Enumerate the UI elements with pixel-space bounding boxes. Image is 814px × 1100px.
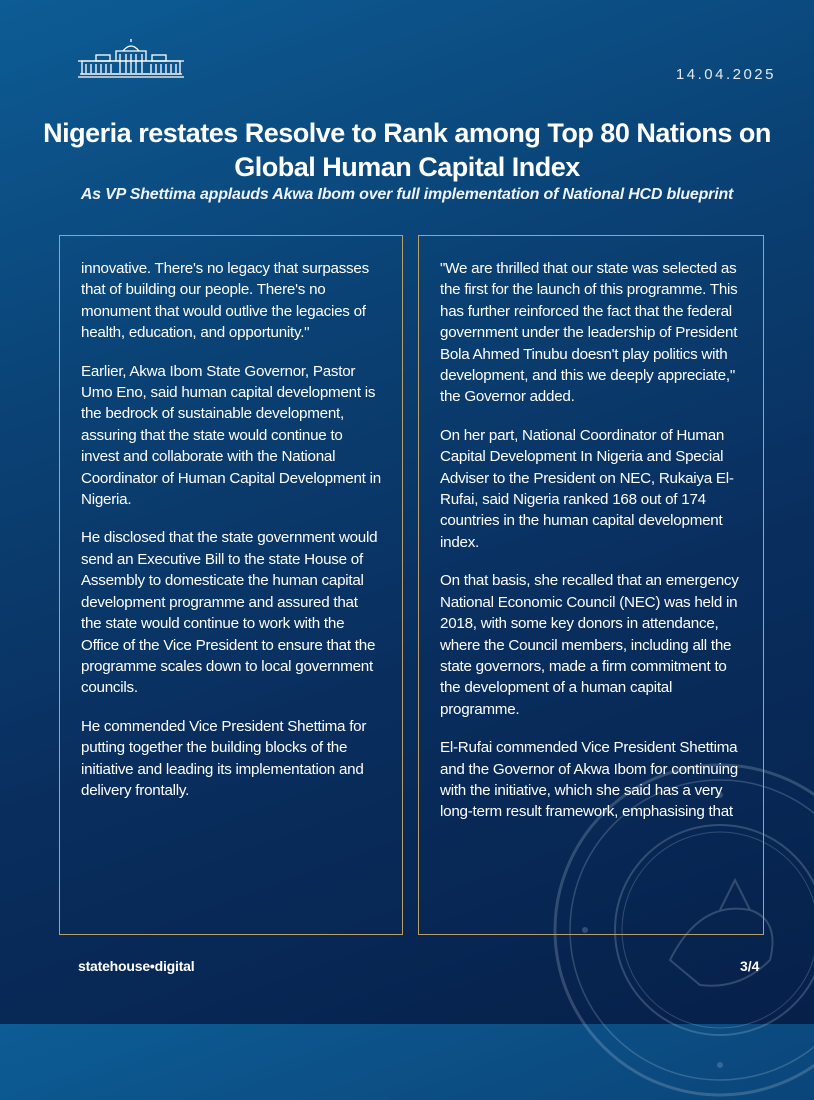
- article-column-left: [59, 235, 403, 935]
- page-indicator: 3/4: [740, 958, 760, 974]
- article-column-right: [418, 235, 764, 935]
- paragraph: He disclosed that the state government would send an Executive Bill to the state House of Assembly to domesticate the human capital development programme and assured that the state would continue to work with the Office of the Vice President to ensure that the programme scales down to local government councils.: [81, 529, 378, 697]
- publish-date: 14.04.2025: [675, 66, 776, 83]
- paragraph: Earlier, Akwa Ibom State Governor, Pastor Umo Eno, said human capital development is the bedrock of sustainable development, assuring that the state would continue to invest and collaborate with the National Coordinator of Human Capital Development in Nigeria.: [81, 362, 381, 509]
- statehouse-logo-icon: [76, 39, 186, 79]
- paragraph: On her part, National Coordinator of Human Capital Development In Nigeria and Special Adviser to the President on NEC, Rukaiya El-Rufai, said Nigeria ranked 168 out of 174 countries in the human capital development index.: [440, 426, 734, 551]
- paragraph: innovative. There's no legacy that surpasses that of building our people. There's no monument that would outlive the legacies of health, education, and opportunity.": [81, 260, 369, 342]
- paragraph: On that basis, she recalled that an emergency National Economic Council (NEC) was held in 2018, with some key donors in attendance, where the Council members, including all the state governors, made a firm commitment to the development of a human capital programme.: [440, 572, 739, 718]
- headline-title: Nigeria restates Resolve to Rank among Top 80 Nations on Global Human Capital Index: [43, 118, 771, 182]
- brand-name: statehouse•digital: [78, 958, 195, 974]
- headline-subtitle: As VP Shettima applauds Akwa Ibom over full implementation of National HCD blueprint: [80, 186, 734, 203]
- paragraph: He commended Vice President Shettima for putting together the building blocks of the initiative and leading its implementation and delivery frontally.: [81, 717, 367, 799]
- paragraph: El-Rufai commended Vice President Shettima and the Governor of Akwa Ibom for continuing with the initiative, which she said has a very long-term result framework, emphasising that: [440, 739, 738, 821]
- paragraph: "We are thrilled that our state was selected as the first for the launch of this programme. This has further reinforced the fact that the federal government under the leadership of President Bola Ahmed Tinubu doesn't play politics with development, and this we deeply appreciate," the Governor added.: [440, 260, 738, 406]
